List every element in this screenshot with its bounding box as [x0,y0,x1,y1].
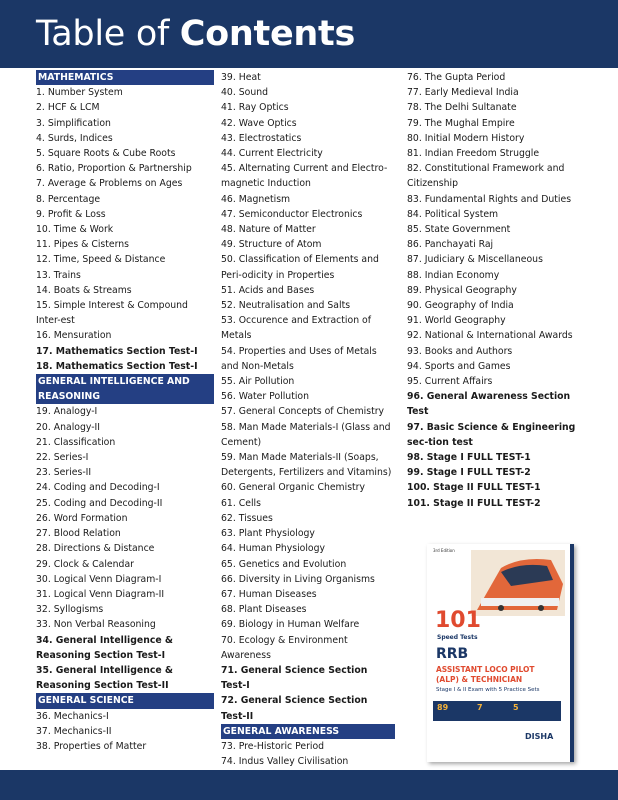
toc-entry: 79. The Mughal Empire [407,117,515,129]
book-big-number: 101 [435,608,481,633]
toc-entry: 40. Sound [221,87,269,99]
book-cover-image [427,544,574,762]
toc-entry: 87. Judiciary & Miscellaneous [407,254,543,266]
toc-entry: 62. Tissues [221,512,273,524]
toc-entry: 73. Pre-Historic Period [221,740,325,752]
toc-entry: 38. Properties of Matter [36,740,147,752]
toc-entry: 64. Human Physiology [221,543,326,555]
toc-entry: 46. Magnetism [221,193,291,205]
toc-entry: 22. Series-I [36,452,89,464]
toc-column-2 [221,70,395,785]
toc-entry: 65. Genetics and Evolution [221,558,347,570]
toc-entry: 86. Panchayati Raj [407,239,494,251]
toc-entry: 14. Boats & Streams [36,284,132,296]
book-subtitle: Speed Tests [437,634,478,641]
toc-test-entry: 71. General Science Section Test-I [221,664,368,692]
toc-test-entry: 99. Stage I FULL TEST-2 [407,467,531,479]
toc-entry: 20. Analogy-II [36,421,101,433]
toc-entry: 2. HCF & LCM [36,102,100,114]
toc-test-entry: 17. Mathematics Section Test-I [36,345,198,357]
section-heading: MATHEMATICS [36,70,214,85]
toc-entry: 13. Trains [36,269,81,281]
book-line-1: ASSISTANT LOCO PILOT [436,665,535,674]
book-stat-2: 7 [477,703,483,712]
toc-entry: 59. Man Made Materials-II (Soaps, Detergents, Fertilizers and Vitamins) [221,452,392,479]
toc-entry: 74. Indus Valley Civilisation [221,756,349,768]
toc-entry: 61. Cells [221,497,261,509]
toc-entry: 58. Man Made Materials-I (Glass and Cement) [221,421,391,448]
toc-entry: 63. Plant Physiology [221,528,315,540]
toc-test-entry: 18. Mathematics Section Test-I [36,360,198,372]
toc-entry: 68. Plant Diseases [221,604,307,616]
toc-test-entry: 72. General Science Section Test-II [221,695,368,722]
section-heading: GENERAL SCIENCE [36,693,214,708]
toc-entry: 16. Mensuration [36,330,112,342]
toc-entry: 67. Human Diseases [221,588,317,600]
toc-entry: 76. The Gupta Period [407,72,506,83]
toc-entry: 55. Air Pollution [221,376,295,388]
toc-entry: 43. Electrostatics [221,132,302,144]
toc-entry: 54. Properties and Uses of Metals and Non-Metals [221,345,377,372]
toc-entry: 84. Political System [407,208,499,220]
footer-bar [0,770,618,800]
toc-entry: 47. Semiconductor Electronics [221,208,363,220]
toc-entry: 44. Current Electricity [221,148,323,160]
toc-entry: 92. National & International Awards [407,330,573,342]
toc-entry: 49. Structure of Atom [221,239,322,251]
toc-entry: 88. Indian Economy [407,269,500,281]
toc-entry: 5. Square Roots & Cube Roots [36,148,176,160]
toc-entry: 32. Syllogisms [36,604,104,616]
toc-entry: 9. Profit & Loss [36,208,106,220]
toc-entry: 94. Sports and Games [407,360,511,372]
toc-test-entry: 97. Basic Science & Engineering sec-tion test [407,421,576,448]
toc-entry: 15. Simple Interest & Compound Inter-est [36,300,188,327]
toc-entry: 39. Heat [221,72,261,83]
toc-entry: 36. Mechanics-I [36,710,109,722]
toc-entry: 41. Ray Optics [221,102,289,114]
toc-entry: 33. Non Verbal Reasoning [36,619,156,631]
section-heading: GENERAL INTELLIGENCE AND REASONING [36,374,214,404]
toc-entry: 56. Water Pollution [221,391,310,403]
toc-entry: 66. Diversity in Living Organisms [221,573,375,585]
toc-entry: 24. Coding and Decoding-I [36,482,160,494]
toc-entry: 82. Constitutional Framework and Citizenship [407,163,565,190]
book-publisher: DISHA [525,732,554,741]
toc-test-entry: 98. Stage I FULL TEST-1 [407,452,531,464]
toc-entry: 70. Ecology & Environment Awareness [221,634,348,661]
toc-entry: 23. Series-II [36,467,92,479]
toc-entry: 7. Average & Problems on Ages [36,178,183,190]
toc-entry: 77. Early Medieval India [407,87,519,99]
toc-entry: 37. Mechanics-II [36,725,112,737]
toc-entry: 1. Number System [36,87,123,99]
toc-entry: 21. Classification [36,436,116,448]
book-stat-1: 89 [437,703,449,712]
train-illustration [471,550,565,616]
book-exam: RRB [436,646,469,662]
toc-entry: 3. Simplification [36,117,111,129]
toc-entry: 8. Percentage [36,193,101,205]
toc-entry: 93. Books and Authors [407,345,513,357]
toc-entry: 45. Alternating Current and Electro-magnetic Induction [221,163,388,190]
toc-entry: 31. Logical Venn Diagram-II [36,588,165,600]
toc-entry: 30. Logical Venn Diagram-I [36,573,162,585]
toc-entry: 6. Ratio, Proportion & Partnership [36,163,192,175]
book-stat-3: 5 [513,703,519,712]
toc-entry: 27. Blood Relation [36,528,121,540]
toc-entry: 78. The Delhi Sultanate [407,102,517,114]
section-heading: GENERAL AWARENESS [221,724,395,739]
toc-entry: 89. Physical Geography [407,284,517,296]
toc-entry: 69. Biology in Human Welfare [221,619,360,631]
toc-entry: 90. Geography of India [407,300,514,312]
page-title: Table of Contents [36,14,355,54]
toc-entry: 81. Indian Freedom Struggle [407,148,540,160]
toc-entry: 95. Current Affairs [407,376,493,388]
toc-test-entry: 100. Stage II FULL TEST-1 [407,482,541,494]
toc-entry: 26. Word Formation [36,512,128,524]
toc-entry: 91. World Geography [407,315,506,327]
toc-entry: 42. Wave Optics [221,117,297,129]
toc-entry: 50. Classification of Elements and Peri-odicity in Properties [221,254,379,281]
toc-entry: 80. Initial Modern History [407,132,525,144]
toc-entry: 19. Analogy-I [36,406,98,418]
book-edition: 3rd Edition [433,548,455,553]
toc-column-3 [407,70,587,511]
book-stats-band [433,701,561,721]
toc-test-entry: 96. General Awareness Section Test [407,391,571,418]
toc-test-entry: 35. General Intelligence & Reasoning Section Test-II [36,664,173,692]
toc-entry: 48. Nature of Matter [221,224,316,236]
toc-test-entry: 34. General Intelligence & Reasoning Section Test-I [36,634,173,661]
toc-entry: 25. Coding and Decoding-II [36,497,163,509]
toc-entry: 4. Surds, Indices [36,132,113,144]
toc-entry: 29. Clock & Calendar [36,558,134,570]
toc-entry: 52. Neutralisation and Salts [221,300,351,312]
toc-test-entry: 101. Stage II FULL TEST-2 [407,497,541,509]
toc-entry: 85. State Government [407,224,511,236]
toc-column-1 [36,70,214,754]
book-line-2: (ALP) & TECHNICIAN [436,675,523,684]
toc-entry: 53. Occurence and Extraction of Metals [221,315,372,342]
toc-entry: 60. General Organic Chemistry [221,482,366,494]
toc-entry: 57. General Concepts of Chemistry [221,406,385,418]
toc-entry: 28. Directions & Distance [36,543,155,555]
toc-entry: 10. Time & Work [36,224,114,236]
toc-entry: 83. Fundamental Rights and Duties [407,193,572,205]
toc-entry: 12. Time, Speed & Distance [36,254,166,266]
toc-entry: 51. Acids and Bases [221,284,315,296]
header-bar [0,0,618,68]
toc-entry: 11. Pipes & Cisterns [36,239,130,251]
book-line-3: Stage I & II Exam with 5 Practice Sets [436,687,540,693]
